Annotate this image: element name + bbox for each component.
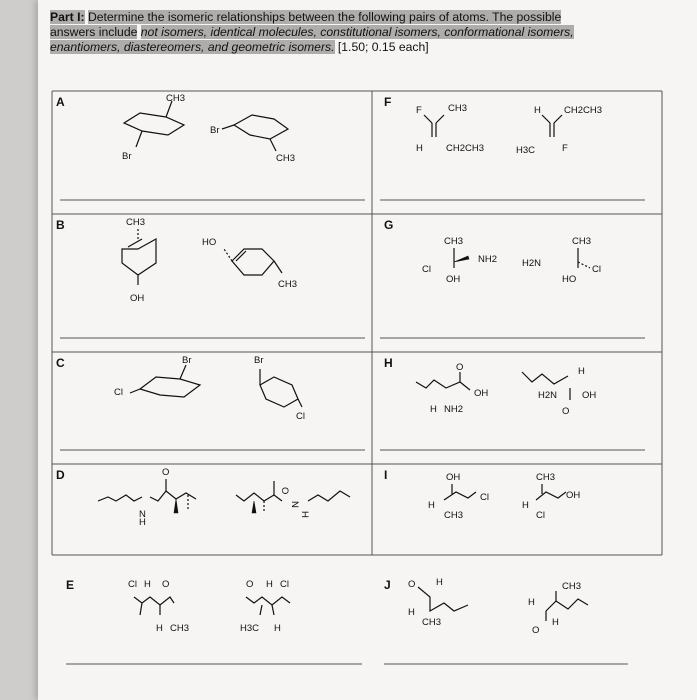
atom-label: O [162, 579, 170, 590]
atom-label: CH3 [278, 279, 298, 290]
atom-label: CH2CH3 [446, 143, 485, 154]
atom-label: OH [446, 472, 461, 483]
atom-label: Cl [480, 492, 489, 503]
atom-label: Cl [536, 510, 545, 521]
atom-label: O [162, 467, 170, 478]
atom-label: H3C [240, 623, 260, 634]
atom-label: H [578, 366, 585, 377]
problem-label-d: D [56, 468, 65, 482]
atom-label: HO [202, 237, 217, 248]
atom-label: H2N [522, 258, 542, 269]
problem-label-h: H [384, 356, 393, 370]
structure-g [418, 232, 638, 297]
atom-label: CH3 [536, 472, 556, 483]
atom-label: CH3 [170, 623, 190, 634]
atom-label: OH [474, 388, 489, 399]
structure-a [110, 95, 340, 180]
atom-label: HO [562, 274, 577, 285]
atom-label: O [279, 487, 290, 495]
atom-label: H [408, 607, 415, 618]
atom-label: H [430, 404, 437, 415]
atom-label: H [552, 617, 559, 628]
atom-label: CH2CH3 [564, 105, 603, 116]
atom-label: CH3 [448, 103, 468, 114]
atom-label: Cl [128, 579, 137, 590]
structure-i [418, 468, 638, 533]
atom-label: F [416, 105, 422, 116]
problem-label-c: C [56, 356, 65, 370]
atom-label: CH3 [444, 510, 464, 521]
structure-b [110, 215, 340, 315]
atom-label: CH3 [562, 581, 582, 592]
atom-label: H [274, 623, 281, 634]
atom-label: H [299, 511, 310, 518]
atom-label: OH [446, 274, 461, 285]
atom-label: N [139, 509, 146, 520]
atom-label: F [562, 143, 568, 154]
atom-label: OH [130, 293, 145, 304]
atom-label: H [436, 577, 443, 588]
structure-j [406, 575, 636, 640]
problem-label-e: E [66, 578, 75, 592]
atom-label: NH2 [444, 404, 464, 415]
atom-label: Cl [296, 411, 305, 422]
header-line-1: Determine the isomeric relationships between the following pairs of atoms. The possible [87, 10, 562, 24]
atom-label: CH3 [276, 153, 296, 164]
atom-label: O [246, 579, 254, 590]
atom-label: O [532, 625, 540, 636]
part-label: Part I: [50, 10, 85, 24]
atom-label: O [408, 579, 416, 590]
atom-label: Br [210, 125, 220, 136]
atom-label: H [156, 623, 163, 634]
atom-label: Br [182, 355, 192, 366]
atom-label: O [456, 362, 464, 373]
atom-label: H [534, 105, 541, 116]
atom-label: Br [254, 355, 264, 366]
atom-label: CH3 [422, 617, 442, 628]
atom-label: Cl [280, 579, 289, 590]
atom-label: Cl [422, 264, 431, 275]
header-line-2-prefix: answers include [50, 25, 138, 39]
atom-label: H [416, 143, 423, 154]
atom-label: CH3 [126, 217, 146, 228]
atom-label: H [144, 579, 151, 590]
atom-label: CH3 [166, 93, 186, 104]
structure-f [412, 95, 642, 170]
structure-c [110, 355, 340, 440]
problem-label-f: F [384, 95, 392, 109]
problem-label-g: G [384, 218, 394, 232]
problem-label-a: A [56, 95, 65, 109]
atom-label: N [289, 501, 300, 508]
structure-h [414, 358, 644, 433]
atom-label: Br [122, 151, 132, 162]
header-line-3-terms: enantiomers, diastereomers, and geometric isomers. [50, 40, 335, 54]
points-label: [1.50; 0.15 each] [337, 40, 429, 54]
atom-label: H3C [516, 145, 536, 156]
structure-d [96, 465, 366, 530]
atom-label: OH [566, 490, 581, 501]
atom-label: H [528, 597, 535, 608]
atom-label: Cl [592, 264, 601, 275]
atom-label: O [562, 406, 570, 417]
atom-label: H [428, 500, 435, 511]
atom-label: Cl [114, 387, 123, 398]
header-line-2-terms: not isomers, identical molecules, constitutional isomers, conformational isomers, [140, 25, 574, 39]
problem-label-j: J [384, 578, 391, 592]
atom-label: H [522, 500, 529, 511]
problem-label-b: B [56, 218, 65, 232]
atom-label: CH3 [444, 236, 464, 247]
problem-label-i: I [384, 468, 388, 482]
atom-label: H [266, 579, 273, 590]
structure-e [128, 575, 328, 640]
atom-label: H [139, 517, 146, 528]
atom-label: OH [582, 390, 597, 401]
atom-label: NH2 [478, 254, 498, 265]
atom-label: CH3 [572, 236, 592, 247]
atom-label: H2N [538, 390, 558, 401]
